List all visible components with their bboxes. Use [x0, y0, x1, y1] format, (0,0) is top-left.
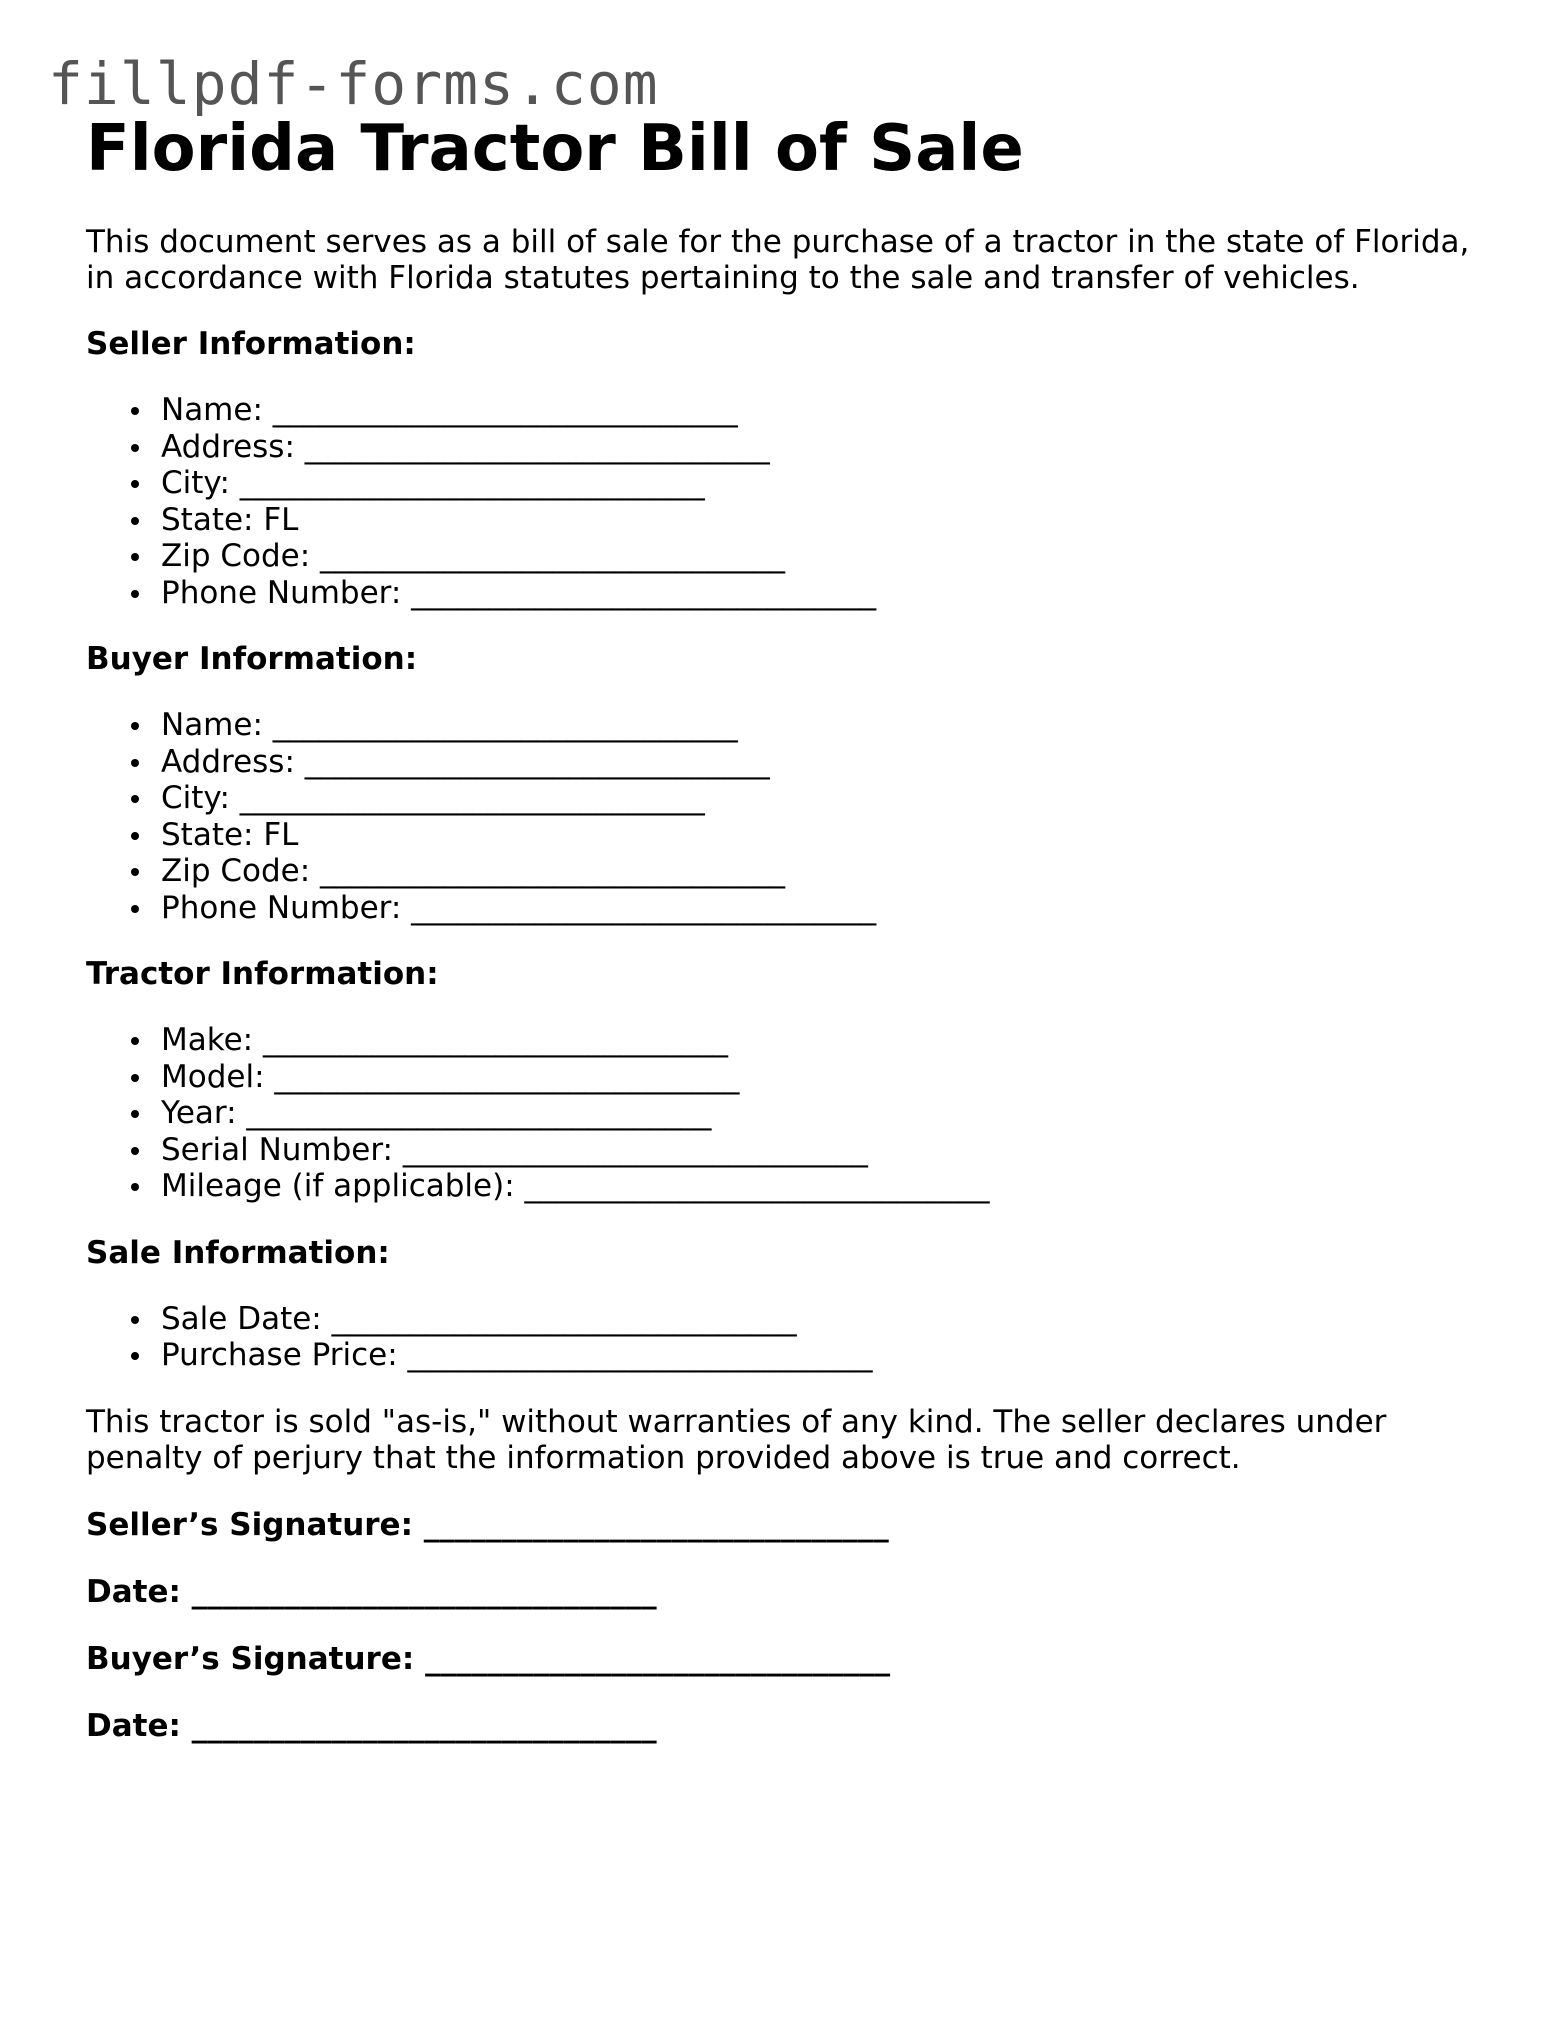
sale-info-list	[86, 1301, 1486, 1374]
buyer-state-field: State: FL	[161, 817, 1486, 854]
purchase-price-field[interactable]: Purchase Price: ______________________________	[161, 1337, 1486, 1374]
seller-zip-field[interactable]: Zip Code: ______________________________	[161, 538, 1486, 575]
tractor-serial-field[interactable]: Serial Number: ______________________________	[161, 1132, 1486, 1169]
tractor-make-field[interactable]: Make: ______________________________	[161, 1022, 1486, 1059]
document-body	[86, 110, 1486, 1744]
watermark-logo: fillpdf-forms.com	[48, 50, 659, 118]
buyer-info-list	[86, 707, 1486, 926]
seller-address-field[interactable]: Address: ______________________________	[161, 429, 1486, 466]
buyer-date-field[interactable]: Date: ______________________________	[86, 1707, 657, 1744]
tractor-info-heading: Tractor Information:	[86, 956, 439, 992]
seller-signature-field[interactable]: Seller’s Signature: ______________________________	[86, 1506, 889, 1543]
buyer-name-field[interactable]: Name: ______________________________	[161, 707, 1486, 744]
tractor-year-field[interactable]: Year: ______________________________	[161, 1095, 1486, 1132]
buyer-info-heading: Buyer Information:	[86, 641, 418, 677]
seller-name-field[interactable]: Name: ______________________________	[161, 392, 1486, 429]
buyer-phone-field[interactable]: Phone Number: ______________________________	[161, 890, 1486, 927]
seller-phone-field[interactable]: Phone Number: ______________________________	[161, 575, 1486, 612]
seller-city-field[interactable]: City: ______________________________	[161, 465, 1486, 502]
buyer-city-field[interactable]: City: ______________________________	[161, 780, 1486, 817]
intro-paragraph: This document serves as a bill of sale for the purchase of a tractor in the state of Florida, in accordance with Florida statutes pertaining to the sale and transfer of vehicles.	[86, 224, 1470, 296]
as-is-statement: This tractor is sold "as-is," without warranties of any kind. The seller declares under penalty of perjury that the information provided above is true and correct.	[86, 1403, 1387, 1476]
sale-info-heading: Sale Information:	[86, 1234, 390, 1271]
tractor-info-list	[86, 1022, 1486, 1205]
buyer-signature-field[interactable]: Buyer’s Signature: ______________________________	[86, 1640, 891, 1677]
seller-info-heading: Seller Information:	[86, 326, 416, 362]
page-title: Florida Tractor Bill of Sale	[86, 112, 1024, 186]
buyer-zip-field[interactable]: Zip Code: ______________________________	[161, 853, 1486, 890]
sale-date-field[interactable]: Sale Date: ______________________________	[161, 1301, 1486, 1338]
seller-state-field: State: FL	[161, 502, 1486, 539]
tractor-model-field[interactable]: Model: ______________________________	[161, 1059, 1486, 1096]
seller-date-field[interactable]: Date: ______________________________	[86, 1573, 657, 1610]
seller-info-list	[86, 392, 1486, 611]
buyer-address-field[interactable]: Address: ______________________________	[161, 744, 1486, 781]
tractor-mileage-field[interactable]: Mileage (if applicable): ______________________________	[161, 1168, 1486, 1205]
